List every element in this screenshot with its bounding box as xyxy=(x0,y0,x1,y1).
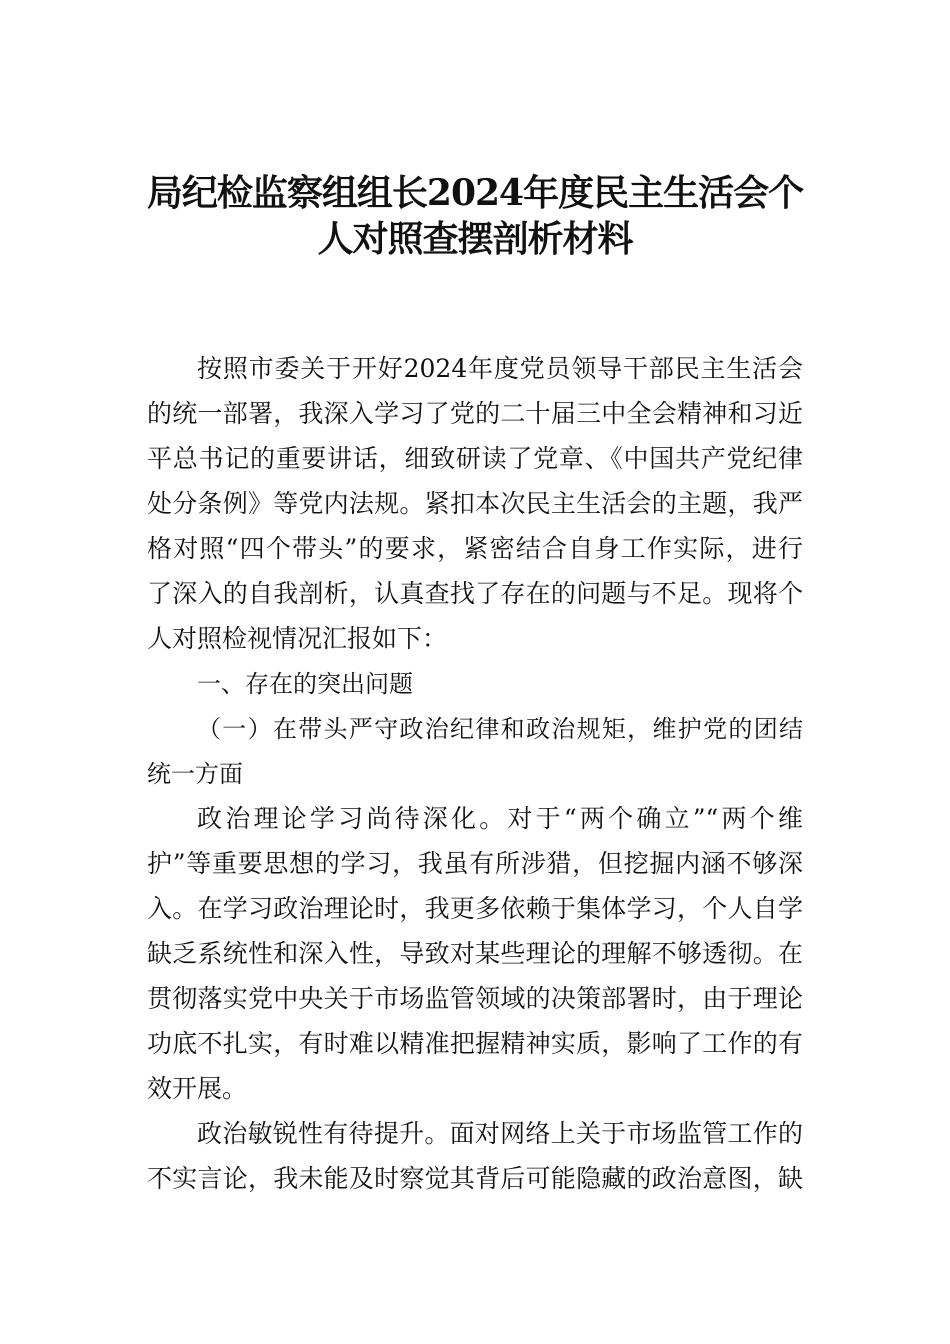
body-line: 功底不扎实，有时难以精准把握精神实质，影响了工作的有 xyxy=(147,1029,803,1058)
document-title-line-1: 局纪检监察组组长2024年度民主生活会个 xyxy=(146,172,804,214)
body-line: 护”等重要思想的学习，我虽有所涉猎，但挖掘内涵不够深 xyxy=(147,849,803,878)
intro-line: 处分条例》等党内法规。紧扣本次民主生活会的主题，我严 xyxy=(147,489,803,518)
body-line: 贯彻落实党中央关于市场监管领域的决策部署时，由于理论 xyxy=(147,984,803,1013)
body-line: 政治理论学习尚待深化。对于“两个确立”“两个维 xyxy=(197,804,803,833)
body-line: 不实言论，我未能及时察觉其背后可能隐藏的政治意图，缺 xyxy=(147,1164,803,1193)
intro-line: 平总书记的重要讲话，细致研读了党章、《中国共产党纪律 xyxy=(147,444,803,473)
body-line: 缺乏系统性和深入性，导致对某些理论的理解不够透彻。在 xyxy=(147,939,803,968)
intro-line: 按照市委关于开好2024年度党员领导干部民主生活会 xyxy=(197,354,803,383)
intro-line: 格对照“四个带头”的要求，紧密结合自身工作实际，进行 xyxy=(147,534,803,563)
body-line: 效开展。 xyxy=(147,1074,248,1103)
section-heading: 一、存在的突出问题 xyxy=(197,670,413,698)
body-line: 入。在学习政治理论时，我更多依赖于集体学习，个人自学 xyxy=(147,894,803,923)
intro-line: 的统一部署，我深入学习了党的二十届三中全会精神和习近 xyxy=(147,399,803,428)
body-line: 政治敏锐性有待提升。面对网络上关于市场监管工作的 xyxy=(197,1119,803,1148)
intro-line: 人对照检视情况汇报如下： xyxy=(147,624,448,653)
subsection-heading-line: （一）在带头严守政治纪律和政治规矩，维护党的团结 xyxy=(197,715,803,743)
intro-line: 了深入的自我剖析，认真查找了存在的问题与不足。现将个 xyxy=(147,579,803,608)
subsection-heading-line: 统一方面 xyxy=(147,760,243,788)
document-title-line-2: 人对照查摆剖析材料 xyxy=(317,218,633,260)
